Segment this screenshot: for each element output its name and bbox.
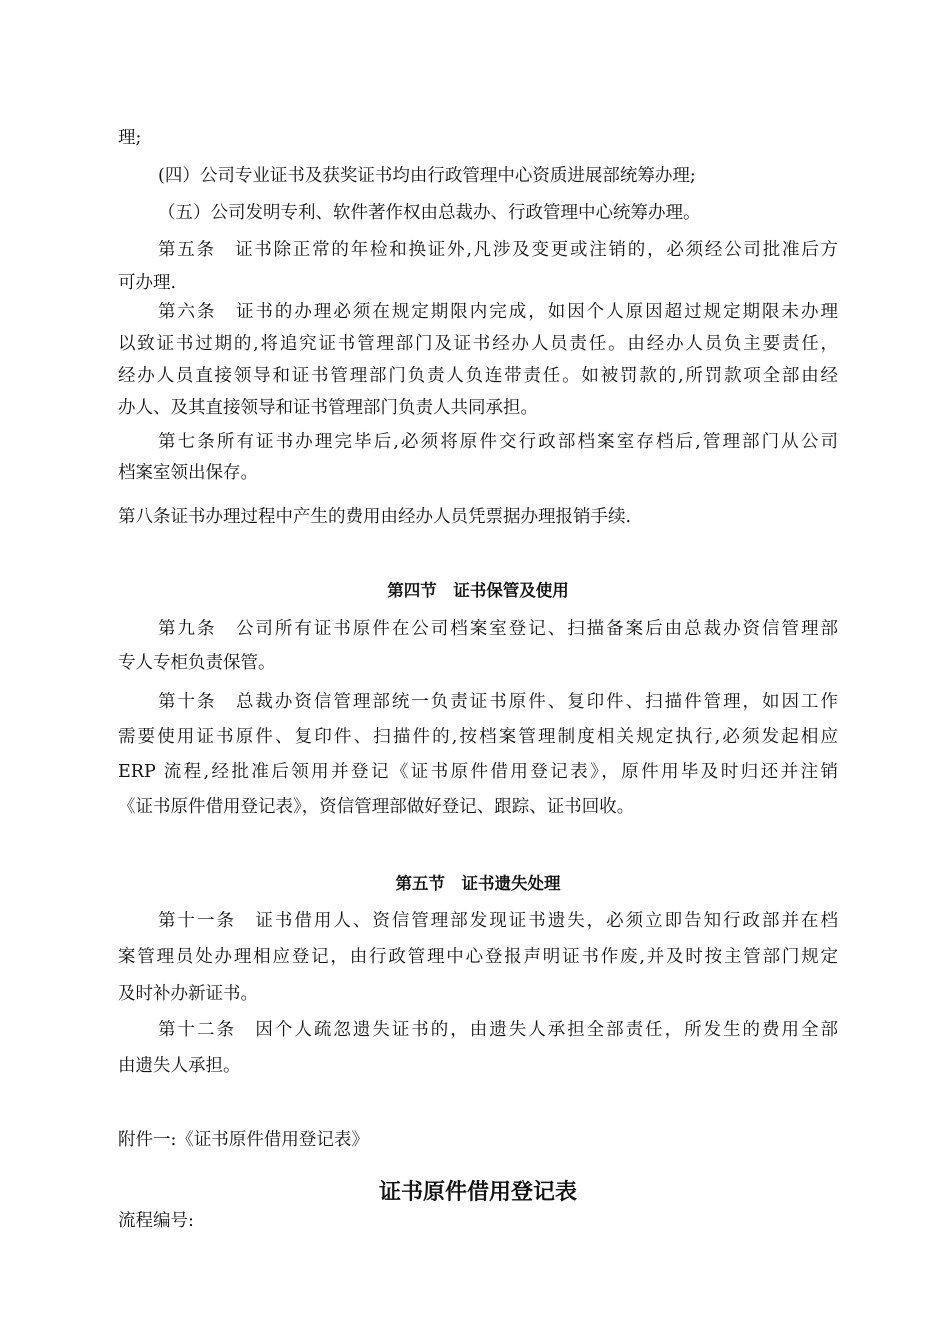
article-9-line-2: 专人专柜负责保管。	[118, 653, 276, 673]
article-10-line-4: 《证书原件借用登记表》，资信管理部做好登记、跟踪、证书回收。	[118, 797, 635, 817]
article-10-line-3: ERP 流程,经批准后领用并登记《证书原件借用登记表》，原件用毕及时归还并注销	[118, 762, 838, 782]
article-9-line-1: 第九条 公司所有证书原件在公司档案室登记、扫描备案后由总裁办资信管理部	[158, 619, 838, 639]
article-11-line-3: 及时补办新证书。	[118, 984, 258, 1004]
article-10-line-1: 第十条 总裁办资信管理部统一负责证书原件、复印件、扫描件管理，如因工作	[158, 692, 838, 712]
article-6-line-2: 以致证书过期的,将追究证书管理部门及证书经办人员责任。由经办人员负主要责任，	[118, 334, 838, 354]
section-4-heading: 第四节 证书保管及使用	[387, 581, 569, 600]
process-number-label: 流程编号:	[118, 1211, 194, 1231]
article-10-line-2: 需要使用证书原件、复印件、扫描件的,按档案管理制度相关规定执行,必须发起相应	[118, 727, 838, 747]
article-12-line-1: 第十二条 因个人疏忽遗失证书的，由遗失人承担全部责任，所发生的费用全部	[158, 1020, 838, 1040]
article-7-line-1: 第七条所有证书办理完毕后,必须将原件交行政部档案室存档后,管理部门从公司	[158, 432, 838, 452]
article-5-line-2: 可办理.	[118, 273, 177, 293]
article-11-line-2: 案管理员处办理相应登记，由行政管理中心登报声明证书作废,并及时按主管部门规定	[118, 947, 838, 967]
attachment-label: 附件一:《证书原件借用登记表》	[118, 1130, 369, 1150]
article-12-line-2: 由遗失人承担。	[118, 1056, 241, 1076]
article-6-line-3: 经办人员直接领导和证书管理部门负责人负连带责任。如被罚款的,所罚款项全部由经	[118, 366, 838, 386]
article-11-line-1: 第十一条 证书借用人、资信管理部发现证书遗失，必须立即告知行政部并在档	[158, 911, 838, 931]
form-title: 证书原件借用登记表	[378, 1180, 577, 1205]
paragraph-line: 理;	[118, 128, 142, 148]
article-8: 第八条证书办理过程中产生的费用由经办人员凭票据办理报销手续.	[118, 507, 632, 527]
article-6-line-4: 办人、及其直接领导和证书管理部门负责人共同承担。	[118, 398, 538, 418]
paragraph-item-5: （五）公司发明专利、软件著作权由总裁办、行政管理中心统筹办理。	[158, 203, 701, 223]
section-5-heading: 第五节 证书遗失处理	[395, 874, 561, 893]
article-6-line-1: 第六条 证书的办理必须在规定期限内完成，如因个人原因超过规定期限未办理	[158, 302, 838, 322]
article-7-line-2: 档案室领出保存。	[118, 463, 258, 483]
article-5-line-1: 第五条 证书除正常的年检和换证外,凡涉及变更或注销的，必须经公司批准后方	[158, 240, 838, 260]
paragraph-item-4: (四）公司专业证书及获奖证书均由行政管理中心资质进展部统筹办理;	[158, 166, 696, 186]
